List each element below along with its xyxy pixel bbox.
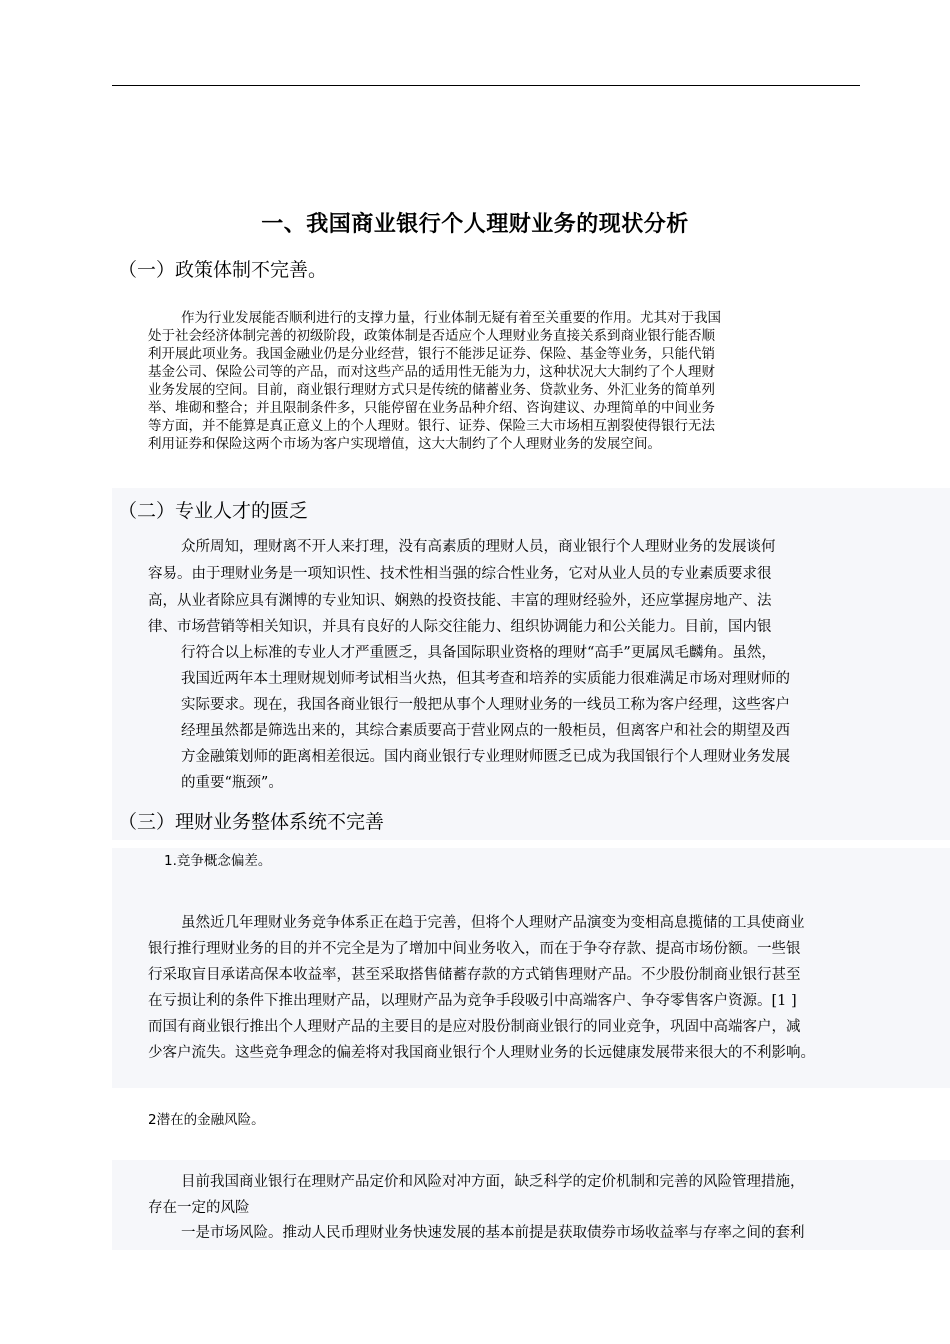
text-line: 银行推行理财业务的目的并不完全是为了增加中间业务收入，而在于争夺存款、提高市场份额。一些银 <box>148 941 801 957</box>
text-line: 行采取盲目承诺高保本收益率，甚至采取搭售储蓄存款的方式销售理财产品。不少股份制商业银行甚至 <box>148 967 801 983</box>
text-line: 虽然近几年理财业务竞争体系正在趋于完善，但将个人理财产品演变为变相高息揽储的工具使商业 <box>181 915 805 931</box>
text-line: 而国有商业银行推出个人理财产品的主要目的是应对股份制商业银行的同业竞争，巩固中高端客户，减 <box>148 1019 801 1035</box>
text-line: 利开展此项业务。我国金融业仍是分业经营，银行不能涉足证券、保险、基金等业务，只能代销 <box>148 346 715 362</box>
text-line: 存在一定的风险 <box>148 1200 250 1216</box>
text-line: 实际要求。现在，我国各商业银行一般把从事个人理财业务的一线员工称为客户经理，这些客户 <box>181 697 790 713</box>
text-line: 的重要“瓶颈”。 <box>181 775 283 791</box>
text-line: 目前我国商业银行在理财产品定价和风险对冲方面，缺乏科学的定价机制和完善的风险管理措施， <box>181 1174 805 1190</box>
section-heading-system: （三）理财业务整体系统不完善 <box>118 811 385 833</box>
text-line: 作为行业发展能否顺利进行的支撑力量，行业体制无疑有着至关重要的作用。尤其对于我国 <box>181 310 721 326</box>
text-line: 基金公司、保险公司等的产品，而对这些产品的适用性无能为力，这种状况大大制约了个人理财 <box>148 364 715 380</box>
text-line: 利用证券和保险这两个市场为客户实现增值，这大大制约了个人理财业务的发展空间。 <box>148 436 661 452</box>
text-line: 方金融策划师的距离相差很远。国内商业银行专业理财师匮乏已成为我国银行个人理财业务发展 <box>181 749 790 765</box>
text-line: 少客户流失。这些竞争理念的偏差将对我国商业银行个人理财业务的长远健康发展带来很大的不利影响。 <box>148 1045 815 1061</box>
subsection-heading-competition: 1.竞争概念偏差。 <box>164 853 272 869</box>
section-heading-policy: （一）政策体制不完善。 <box>118 259 328 281</box>
text-line: 处于社会经济体制完善的初级阶段，政策体制是否适应个人理财业务直接关系到商业银行能否顺 <box>148 328 715 344</box>
text-line: 一是市场风险。推动人民币理财业务快速发展的基本前提是获取债券市场收益率与存率之间的套利 <box>181 1225 805 1241</box>
text-line: 众所周知，理财离不开人来打理，没有高素质的理财人员，商业银行个人理财业务的发展谈何 <box>181 539 776 555</box>
text-line: 行符合以上标准的专业人才严重匮乏，具备国际职业资格的理财“高手”更属凤毛麟角。虽然， <box>181 645 776 661</box>
text-line: 在亏损让利的条件下推出理财产品，以理财产品为竞争手段吸引中高端客户、争夺零售客户资源。[1 ] <box>148 993 797 1009</box>
subsection-heading-risk: 2潜在的金融风险。 <box>148 1112 265 1128</box>
text-line: 我国近两年本土理财规划师考试相当火热，但其考查和培养的实质能力很难满足市场对理财师的 <box>181 671 790 687</box>
text-line: 举、堆砌和整合；并且限制条件多，只能停留在业务品种介绍、咨询建议、办理简单的中间业务 <box>148 400 715 416</box>
text-line: 等方面，并不能算是真正意义上的个人理财。银行、证券、保险三大市场相互割裂使得银行无法 <box>148 418 715 434</box>
text-line: 经理虽然都是筛选出来的，其综合素质要高于营业网点的一般柜员，但离客户和社会的期望及西 <box>181 723 790 739</box>
text-line: 律、市场营销等相关知识，并具有良好的人际交往能力、组织协调能力和公关能力。目前，国内银 <box>148 619 772 635</box>
header-rule <box>112 85 860 86</box>
page-title: 一、我国商业银行个人理财业务的现状分析 <box>261 212 689 237</box>
text-line: 业务发展的空间。目前，商业银行理财方式只是传统的储蓄业务、贷款业务、外汇业务的简单列 <box>148 382 715 398</box>
section-heading-talent: （二）专业人才的匮乏 <box>118 500 309 522</box>
text-line: 高，从业者除应具有渊博的专业知识、娴熟的投资技能、丰富的理财经验外，还应掌握房地产、法 <box>148 593 772 609</box>
text-line: 容易。由于理财业务是一项知识性、技术性相当强的综合性业务，它对从业人员的专业素质要求很 <box>148 566 772 582</box>
